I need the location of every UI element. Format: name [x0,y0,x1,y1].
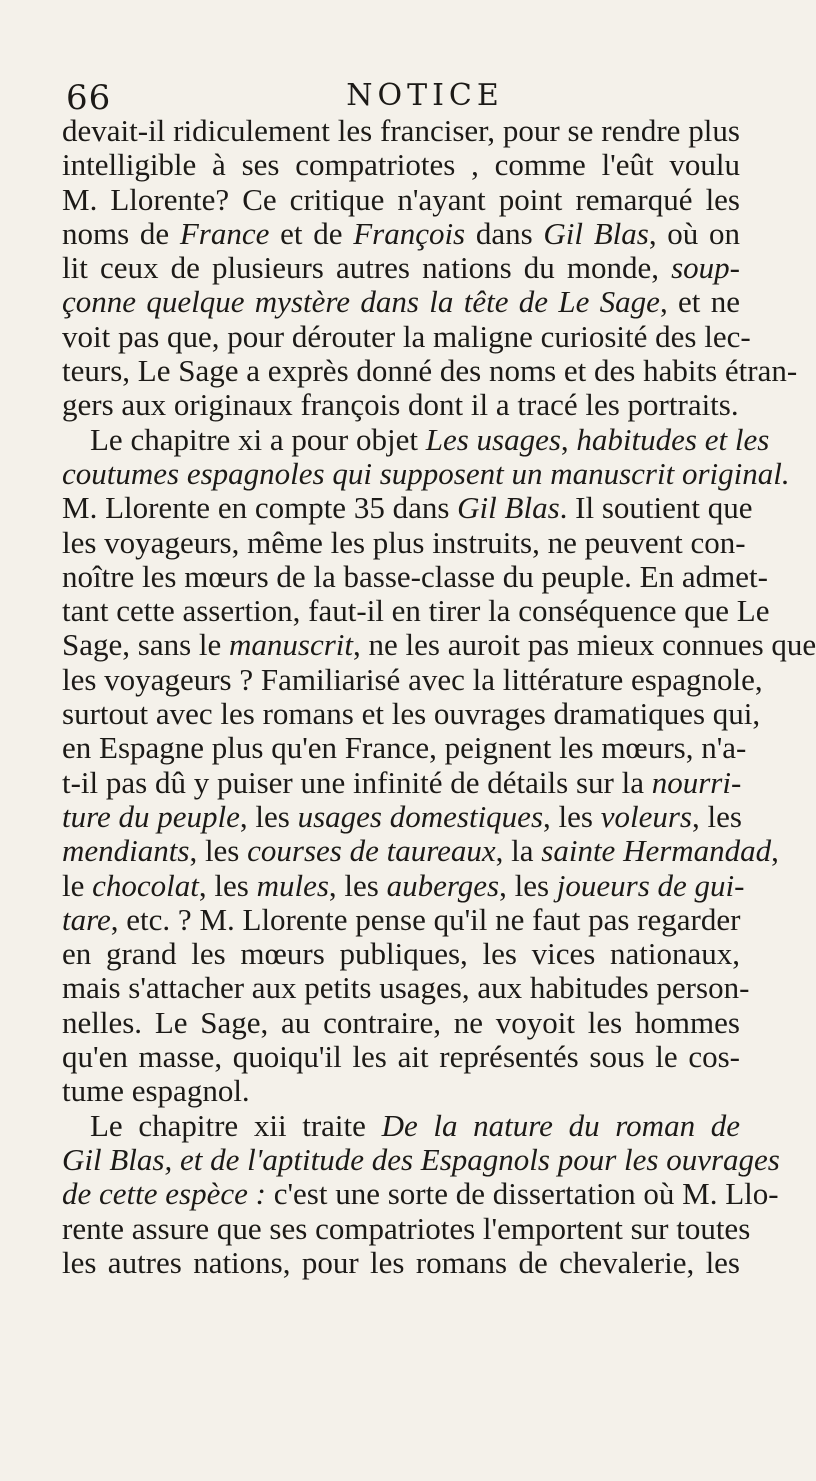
italic-segment: Gil Blas, et de l'aptitude des Espagnols pour les ouvrages [62,1141,780,1177]
text-segment: M. Llorente en compte 35 dans [62,490,458,526]
italic-segment: Gil Blas [543,215,649,251]
text-line: les voyageurs ? Familiarisé avec la littérature espagnole, [62,661,763,697]
text-line: devait-il ridiculement les franciser, pour se rendre plus [62,113,740,148]
text-segment: t-il pas dû y puiser une infinité de détails sur la [62,764,652,800]
text-line [62,766,740,800]
text-line: en grand les mœurs publiques, les vices nationaux, [62,936,740,972]
italic-segment: François [353,215,466,251]
text-segment: , les [189,833,248,869]
text-segment: , la [495,833,542,869]
italic-segment: coutumes espagnoles qui supposent un manuscrit original. [62,455,790,491]
italic-segment: France [179,215,270,251]
text-line: intelligible à ses compatriotes , comme l'eût voulu [62,147,740,183]
page-number: 66 [66,78,112,118]
page-header [66,72,734,118]
text-segment: lit ceux de plusieurs autres nations du monde, [62,250,672,286]
italic-segment: voleurs [600,798,692,834]
text-line [62,833,779,869]
text-segment: , les [499,867,557,903]
text-line: M. Llorente? Ce critique n'ayant point remarqué les [62,181,740,217]
italic-segment: habitudes et les [576,421,770,457]
italic-segment: courses de taureaux [247,833,496,869]
text-segment: , les [543,798,601,834]
running-head: NOTICE [346,78,504,113]
italic-segment: auberges [386,867,500,903]
text-line: les voyageurs, même les plus instruits, ne peuvent con- [62,524,746,560]
text-line [62,1176,779,1212]
text-segment: , [771,833,779,869]
text-segment: . Il soutient que [559,490,753,526]
italic-segment: manuscrit [229,627,354,663]
italic-segment: Les usages [425,421,561,457]
text-line: nelles. Le Sage, au contraire, ne voyoit les hommes [62,1004,740,1040]
italic-segment: nourri- [651,764,742,800]
text-segment: et de [269,215,354,251]
italic-segment: Gil Blas [457,490,560,526]
italic-segment: çonne quelque mystère dans la tête de Le Sage [62,284,660,320]
text-segment: , ne les auroit pas mieux connues que [353,627,816,663]
italic-segment: tare [62,901,111,937]
text-line [62,1109,740,1143]
text-segment: , [560,421,577,457]
text-line [62,285,740,319]
text-line [62,903,740,937]
text-line [62,421,770,457]
text-line [62,217,740,251]
text-segment: Le chapitre xi a pour objet [90,421,426,457]
text-segment: , les [328,867,387,903]
text-line: voit pas que, pour dérouter la maligne curiosité des lec- [62,318,751,354]
text-line [62,800,740,834]
italic-segment: de cette espèce : [62,1176,266,1212]
text-segment: , et ne [659,284,740,320]
text-line: tant cette assertion, faut-il en tirer la conséquence que Le [62,593,770,629]
text-segment: Sage, sans le [62,627,230,663]
text-line: mais s'attacher aux petits usages, aux habitudes person- [62,970,750,1006]
text-segment: dans [465,215,544,251]
italic-segment: De la nature du roman de [381,1107,740,1143]
text-segment: , où on [648,215,741,251]
text-line: teurs, Le Sage a exprès donné des noms et des habits étran- [62,353,798,389]
italic-segment: soup- [671,250,740,286]
text-line: noître les mœurs de la basse-classe du peuple. En admet- [62,558,768,594]
text-line: tume espagnol. [62,1073,250,1109]
italic-segment: mules [256,867,329,903]
italic-segment: sainte Hermandad [541,833,772,869]
text-line [62,251,740,285]
text-line: rente assure que ses compatriotes l'emportent sur toutes [62,1210,751,1246]
italic-segment: joueurs de gui- [556,867,745,903]
italic-segment: ture du peuple [62,798,240,834]
italic-segment: usages domestiques [297,798,544,834]
text-line: surtout avec les romans et les ouvrages dramatiques qui, [62,696,761,732]
text-segment: noms de [62,215,180,251]
text-line [62,627,816,663]
text-line: qu'en masse, quoiqu'il les ait représentés sous le cos- [62,1039,740,1075]
text-line: en Espagne plus qu'en France, peignent les mœurs, n'a- [62,730,747,766]
text-segment: , les [198,867,257,903]
italic-segment: mendiants [62,833,190,869]
text-segment: , les [691,798,742,834]
text-line [62,455,790,491]
italic-segment: chocolat [92,867,199,903]
text-segment: , etc. ? M. Llorente pense qu'il ne faut pas regarder [110,901,741,937]
text-segment: , les [239,798,298,834]
text-line [62,867,745,903]
text-line [62,490,753,526]
text-segment: le [62,867,93,903]
text-line [62,1141,780,1177]
text-segment: c'est une sorte de dissertation où M. Llo- [265,1176,779,1212]
text-line: les autres nations, pour les romans de chevalerie, les [62,1244,740,1280]
body-text [62,113,816,1280]
text-segment: Le chapitre xii traite [90,1107,382,1143]
text-line: gers aux originaux françois dont il a tracé les portraits. [62,387,739,423]
